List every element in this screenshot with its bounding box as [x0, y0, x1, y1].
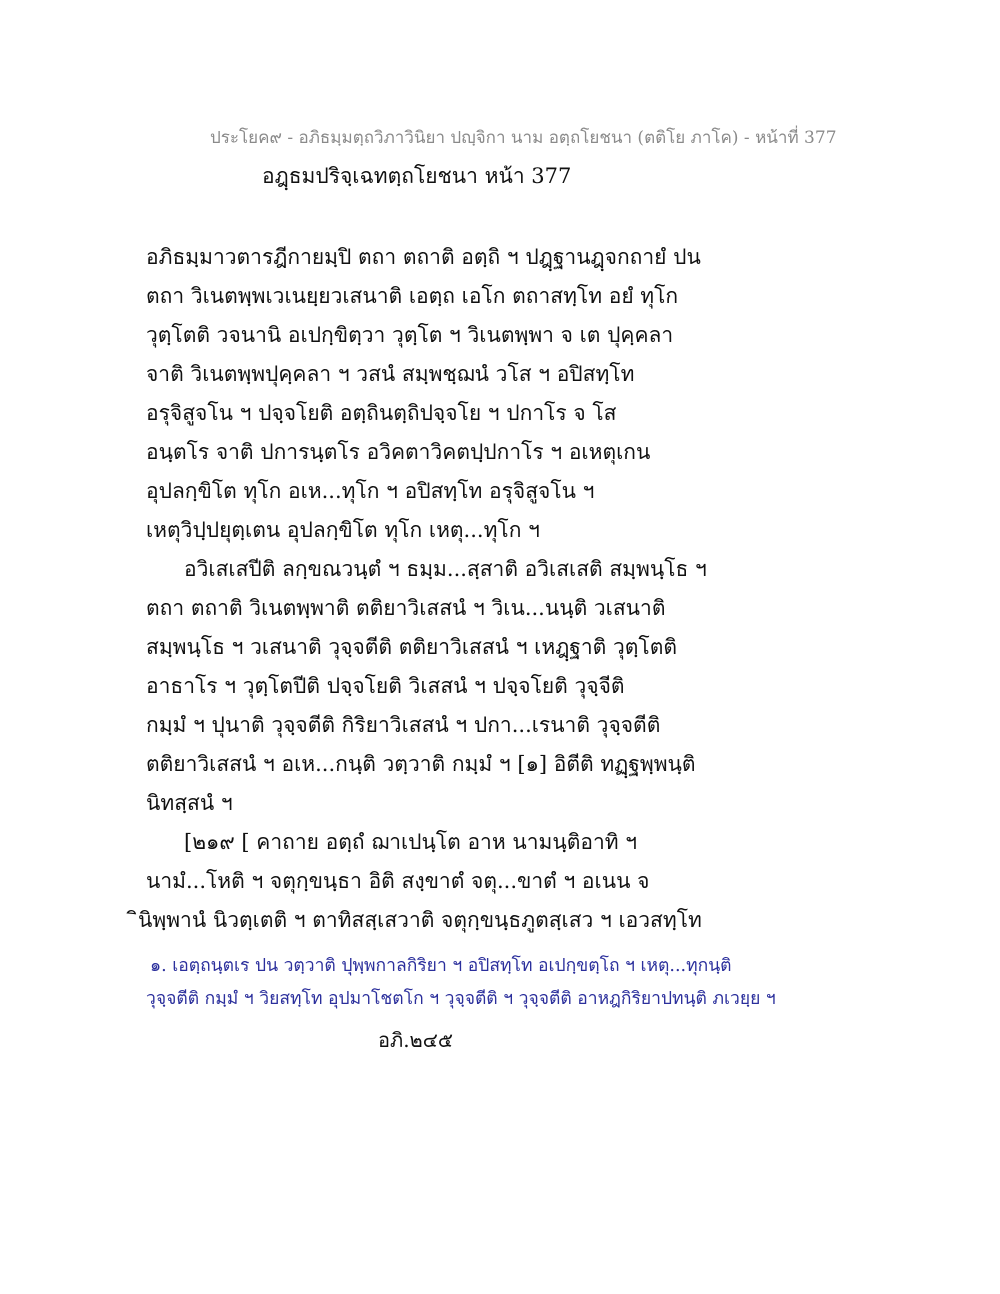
page-heading: อฎฺธมปริจฺเฉทตฺถโยชนา หน้า 377 — [262, 164, 572, 188]
text-line: เหตุวิปฺปยุตฺเตน อุปลกฺขิโต ทุโก เหตุ...ทุโก ฯ — [146, 518, 540, 542]
text-line: อาธาโร ฯ วุตฺโตปีติ ปจฺจโยติ วิเสสนํ ฯ ปจฺจโยติ วุจฺจีติ — [146, 674, 625, 698]
text-line: นิทสฺสนํ ฯ — [146, 791, 233, 815]
footnote-line: ๑. เอตฺถนฺตเร ปน วตฺวาติ ปุพฺพกาลกิริยา ฯ อปิสทฺโท อเปกฺขตฺโถ ฯ เหตุ...ทุกนฺติ — [150, 956, 732, 976]
text-line: อนฺตโร จาติ ปการนฺตโร อวิคตาวิคตปฺปกาโร ฯ อเหตุเกน — [146, 440, 651, 464]
text-line: อภิธมฺมาวตารฎีกายมฺปิ ตถา ตถาติ อตฺถิ ฯ ปฎฺฐานฎฺจกถายํ ปน — [146, 245, 701, 269]
footnotes — [146, 950, 776, 1016]
text-line: ตถา ตถาติ วิเนตพฺพาติ ตติยาวิเสสนํ ฯ วิเน...นนฺติ วเสนาติ — [146, 596, 666, 620]
paragraph-start-line: อวิเสเสปีติ ลกฺขณวนฺตํ ฯ ธมฺม...สฺสาติ อวิเสเสติ สมฺพนฺโธ ฯ — [184, 557, 707, 581]
text-line: อุปลกฺขิโต ทุโก อเห...ทุโก ฯ อปิสทฺโท อรุจิสูจโน ฯ — [146, 479, 595, 503]
text-line: ินิพฺพานํ นิวตฺเตติ ฯ ตาทิสสฺเสวาติ จตุกฺขนฺธภูตสฺเสว ฯ เอวสทฺโท — [138, 908, 702, 932]
text-line: วุตฺโตติ วจนานิ อเปกฺขิตฺวา วุตฺโต ฯ วิเนตพฺพา จ เต ปุคฺคลา — [146, 323, 674, 347]
running-header: ประโยค๙ - อภิธมฺมตฺถวิภาวินิยา ปญฺจิกา นาม อตฺถโยชนา (ตติโย ภาโค) - หน้าที่ 377 — [210, 128, 837, 148]
text-line: ตถา วิเนตพฺพเวเนยฺยวเสนาติ เอตฺถ เอโก ตถาสทฺโท อยํ ทุโก — [146, 284, 679, 308]
text-line: จาติ วิเนตพฺพปุคฺคลา ฯ วสนํ สมฺพชฺฌนํ วโส ฯ อปิสทฺโท — [146, 362, 635, 386]
text-line: อรุจิสูจโน ฯ ปจฺจโยติ อตฺถินตฺถิปจฺจโย ฯ ปกาโร จ โส — [146, 401, 617, 425]
text-line: ตติยาวิเสสนํ ฯ อเห...กนฺติ วตฺวาติ กมฺมํ ฯ [๑] อิตีติ ทฏฺฐพฺพนฺติ — [146, 752, 696, 776]
footnote-line: วุจฺจตีติ กมฺมํ ฯ วิยสทฺโท อุปมาโชตโก ฯ วุจฺจตีติ ฯ วุจฺจตีติ อาหฎกิริยาปทนฺติ ภเวยฺย ฯ — [146, 989, 776, 1009]
text-line: นามํ...โหติ ฯ จตุกฺขนฺธา อิติ สงฺขาตํ จตุ...ขาตํ ฯ อเนน จ — [146, 869, 650, 893]
body-text — [138, 238, 866, 940]
paragraph-start-line: [๒๑๙ [ คาถาย อตฺถํ ฌาเปนฺโต อาห นามนฺติอาทิ ฯ — [184, 830, 638, 854]
text-line: กมฺมํ ฯ ปุนาติ วุจฺจตีติ กิริยาวิเสสนํ ฯ ปกา...เรนาติ วุจฺจตีติ — [146, 713, 661, 737]
page-reference: อภิ.๒๔๕ — [378, 1028, 454, 1052]
text-line: สมฺพนฺโธ ฯ วเสนาติ วุจฺจตีติ ตติยาวิเสสนํ ฯ เหฎฺฐาติ วุตฺโตติ — [146, 635, 677, 659]
